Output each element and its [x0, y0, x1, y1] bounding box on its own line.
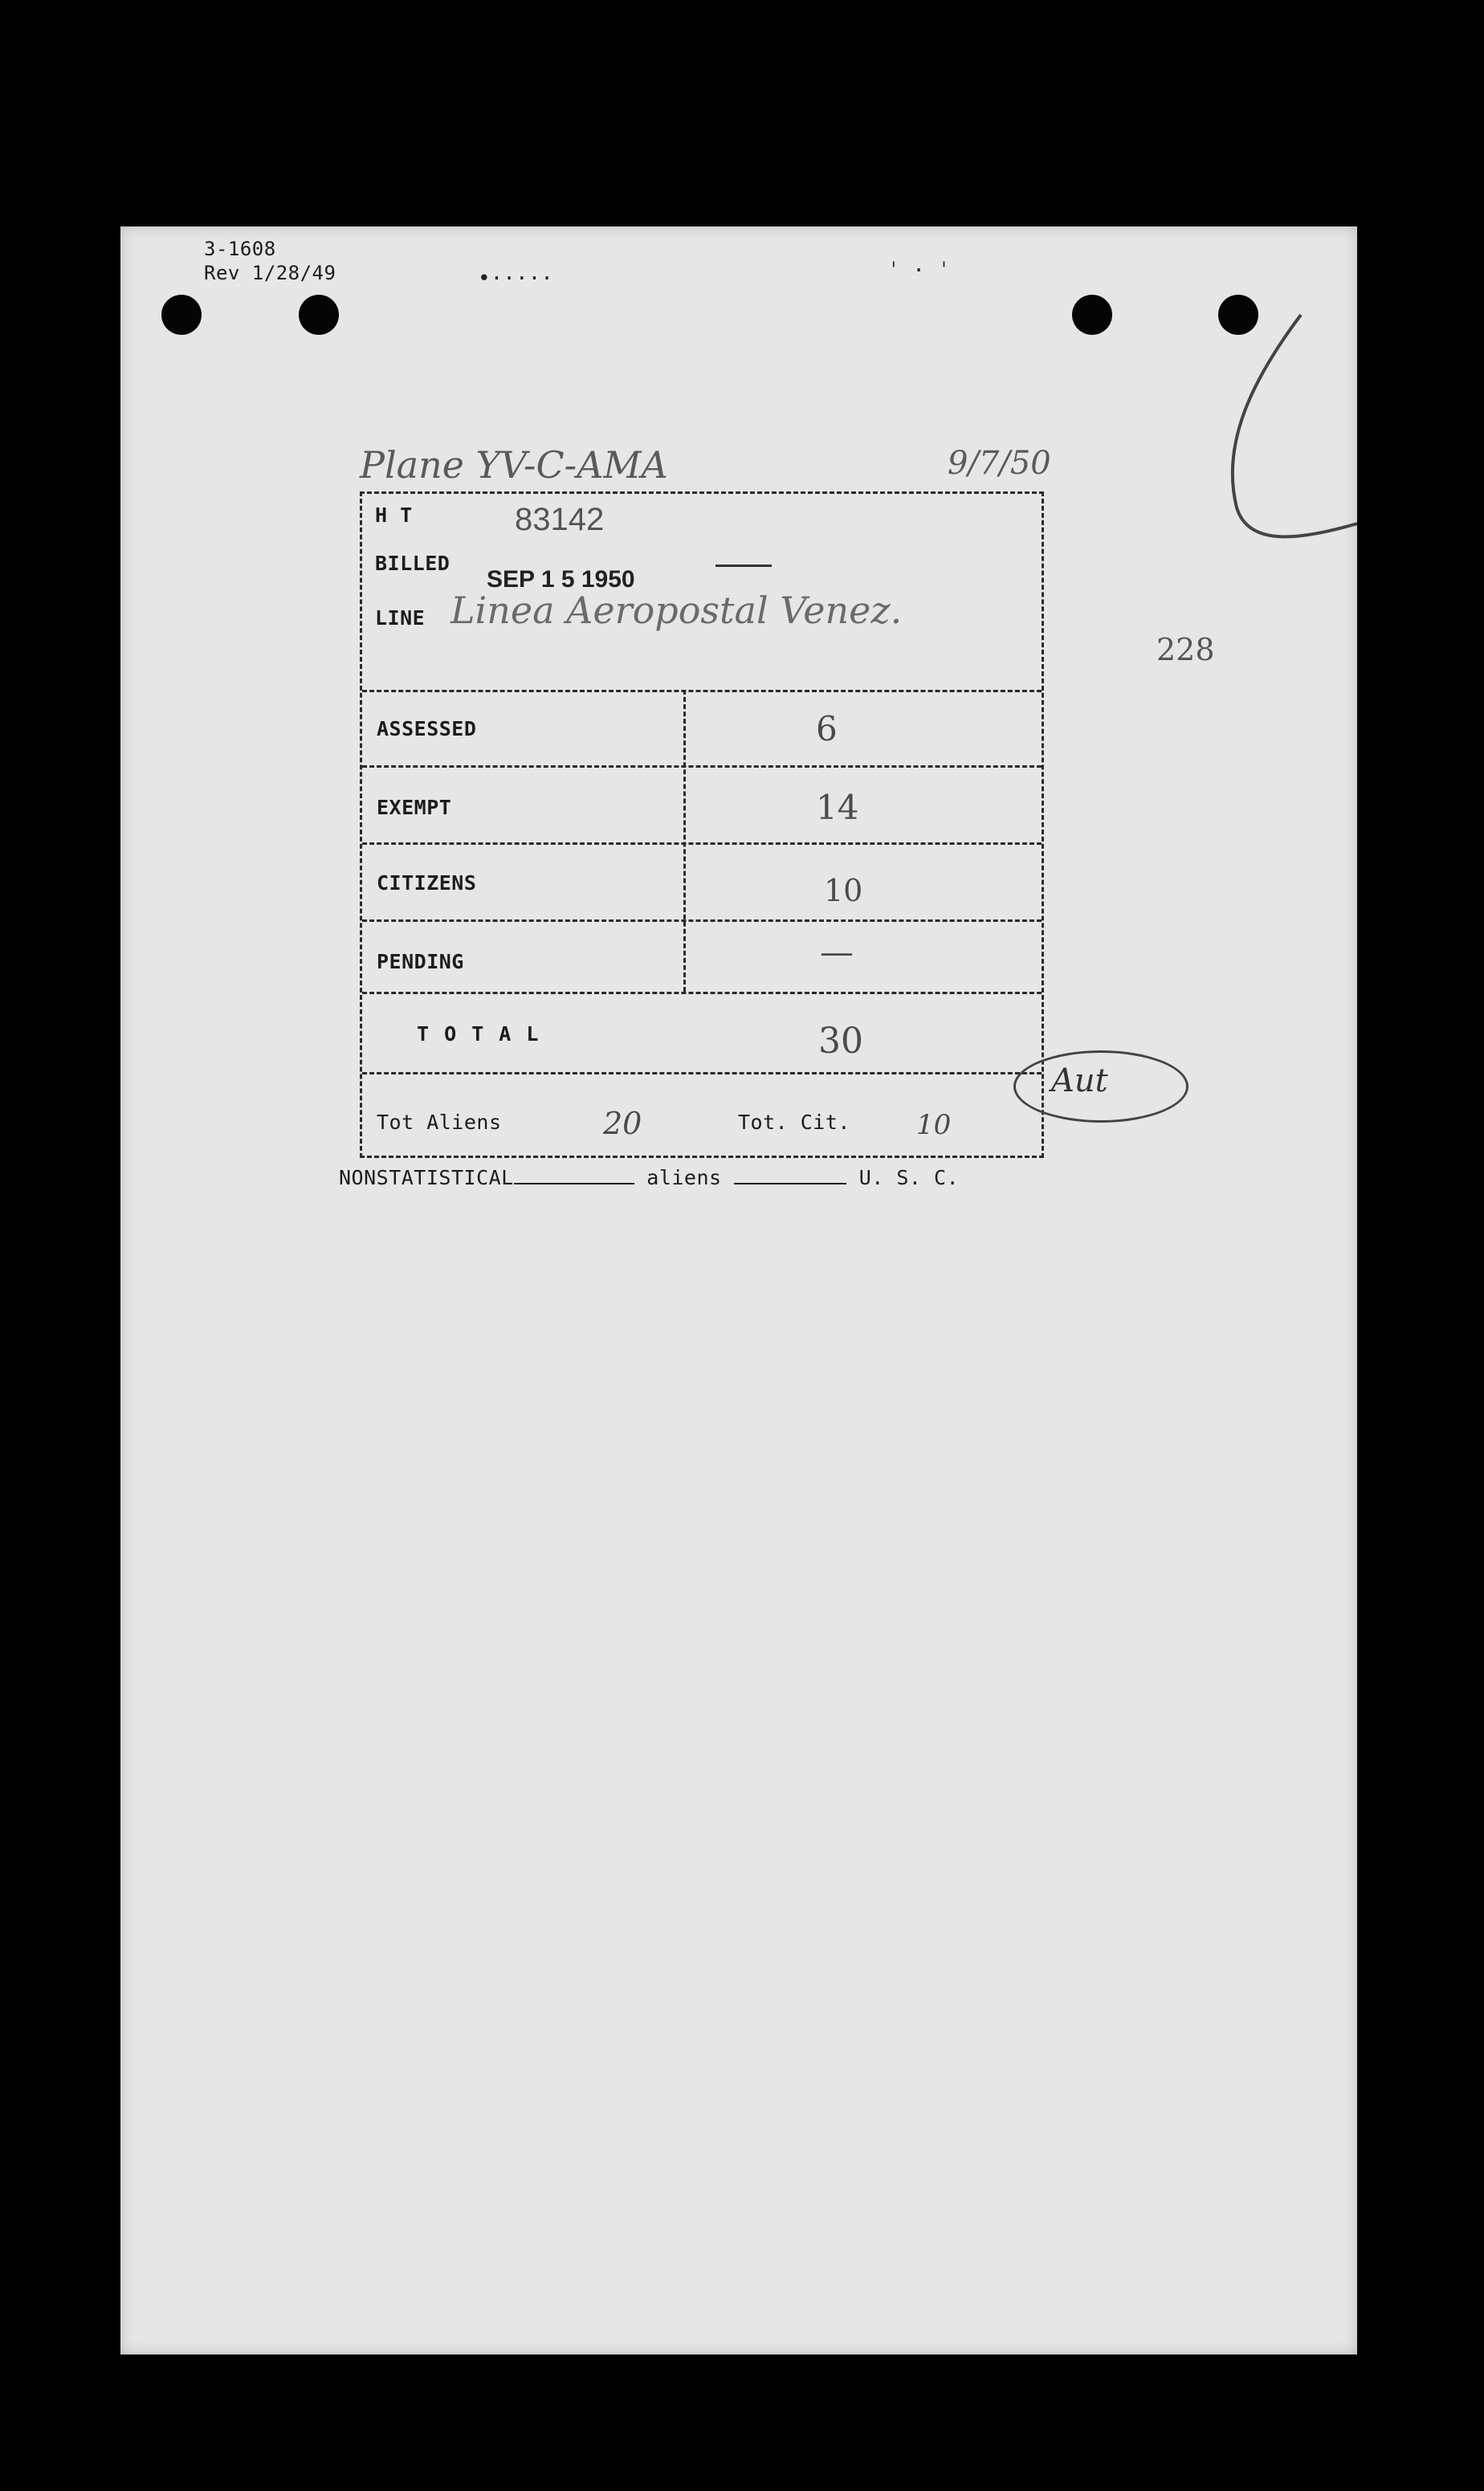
document-page: [120, 226, 1357, 2354]
tot-cit-value: 10: [916, 1109, 952, 1141]
ht-label: H T: [375, 503, 413, 527]
exempt-label: EXEMPT: [377, 796, 452, 819]
pending-value: —: [820, 932, 854, 972]
usc-label: U. S. C.: [858, 1166, 960, 1189]
citizens-value: 10: [824, 873, 863, 908]
billed-label: BILLED: [375, 552, 450, 575]
check-mark-icon: [1076, 307, 1357, 564]
tot-aliens-label: Tot Aliens: [377, 1111, 502, 1134]
assessed-label: ASSESSED: [377, 717, 477, 740]
initials: Aut: [1051, 1062, 1108, 1099]
punch-hole-2: [299, 295, 339, 335]
total-label: T O T A L: [417, 1022, 540, 1046]
pending-label: PENDING: [377, 950, 464, 973]
tot-cit-label: Tot. Cit.: [738, 1111, 850, 1134]
passenger-summary-form: [360, 491, 1044, 1158]
form-number: 3-1608: [204, 238, 276, 260]
ht-value: 83142: [515, 502, 605, 537]
aliens-label: aliens: [646, 1166, 722, 1189]
stray-marks-1: •·····: [478, 267, 553, 291]
divider-1: [362, 690, 1042, 692]
page-number: 228: [1156, 632, 1215, 667]
billed-date-stamp: SEP 1 5 1950: [487, 566, 635, 593]
citizens-label: CITIZENS: [377, 871, 477, 895]
punch-hole-1: [161, 295, 202, 335]
divider-5: [362, 992, 1042, 994]
divider-6: [362, 1072, 1042, 1074]
column-divider: [683, 690, 686, 992]
stamp-underline: [716, 565, 772, 567]
nonstatistical-blank: [514, 1181, 634, 1184]
flight-date: 9/7/50: [948, 445, 1051, 482]
exempt-value: 14: [816, 788, 859, 827]
divider-3: [362, 842, 1042, 845]
total-value: 30: [818, 1021, 863, 1062]
plane-registration: Plane YV-C-AMA: [360, 443, 668, 487]
initials-seal: [1013, 1050, 1188, 1123]
divider-2: [362, 765, 1042, 768]
tot-aliens-value: 20: [603, 1106, 642, 1141]
form-revision: Rev 1/28/49: [204, 262, 336, 284]
aliens-blank: [734, 1181, 846, 1184]
nonstatistical-label: NONSTATISTICAL: [339, 1166, 514, 1189]
assessed-value: 6: [816, 709, 838, 748]
divider-4: [362, 919, 1042, 922]
nonstatistical-line: [339, 1166, 959, 1189]
stray-marks-2: ˈ · ˈ: [887, 259, 951, 283]
line-label: LINE: [375, 606, 426, 630]
airline-name: Linea Aeropostal Venez.: [450, 589, 903, 632]
